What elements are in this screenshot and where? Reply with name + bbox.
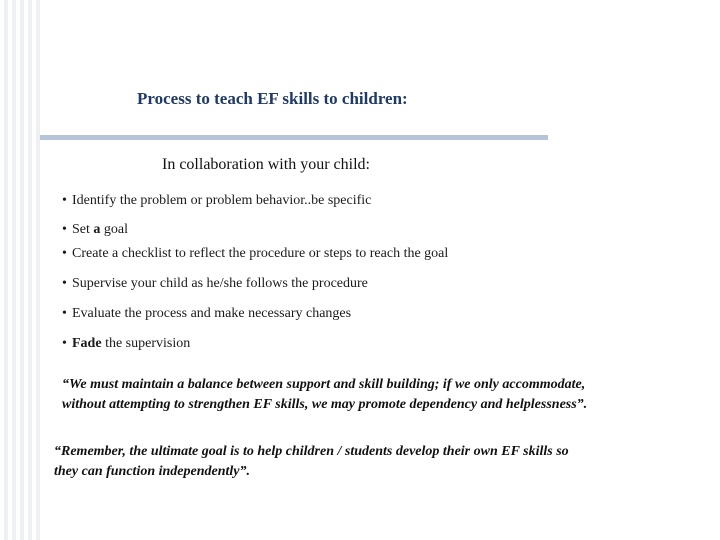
quote-line: they can function independently”. bbox=[54, 464, 250, 479]
bullet-text: Evaluate the process and make necessary changes bbox=[72, 306, 352, 321]
bullet-text-end: the supervision bbox=[101, 336, 191, 351]
bullet-dot: • bbox=[62, 222, 67, 237]
bullet-dot: • bbox=[62, 193, 67, 208]
bullet-dot: • bbox=[62, 246, 67, 261]
bullet-emphasis: Fade bbox=[72, 336, 102, 351]
bullet-dot: • bbox=[62, 306, 67, 321]
bullet-item bbox=[62, 246, 448, 262]
bullet-text: Identify the problem or problem behavior bbox=[72, 193, 305, 208]
quote-line: “We must maintain a balance between support and skill building; if we only accommodate, bbox=[62, 377, 586, 392]
quote-line: without attempting to strengthen EF skills, we may promote dependency and helplessness”. bbox=[62, 397, 588, 412]
bullet-dot: • bbox=[62, 276, 67, 291]
bullet-text: Create a checklist to reflect the procedure or steps to reach the goal bbox=[72, 246, 449, 261]
bullet-item bbox=[62, 276, 368, 292]
slide-title: Process to teach EF skills to children: bbox=[137, 89, 408, 108]
bullet-dot: • bbox=[62, 336, 67, 351]
title-underline-bar bbox=[40, 135, 548, 140]
bullet-item bbox=[62, 193, 371, 209]
bullet-text: Supervise your child as he/she follows the procedure bbox=[72, 276, 368, 291]
bullet-emphasis: a bbox=[93, 222, 101, 237]
quote-goal bbox=[54, 442, 704, 482]
bullet-item bbox=[62, 336, 190, 352]
bullet-text: Set bbox=[72, 222, 94, 237]
bullet-item bbox=[62, 306, 351, 322]
quote-balance bbox=[62, 375, 712, 415]
bullet-item bbox=[62, 222, 128, 238]
quote-line: “Remember, the ultimate goal is to help children / students develop their own EF skills so bbox=[54, 444, 569, 459]
slide-subtitle: In collaboration with your child: bbox=[162, 156, 370, 173]
bullet-text-end: goal bbox=[100, 222, 128, 237]
bullet-text-end: ..be specific bbox=[304, 193, 372, 208]
